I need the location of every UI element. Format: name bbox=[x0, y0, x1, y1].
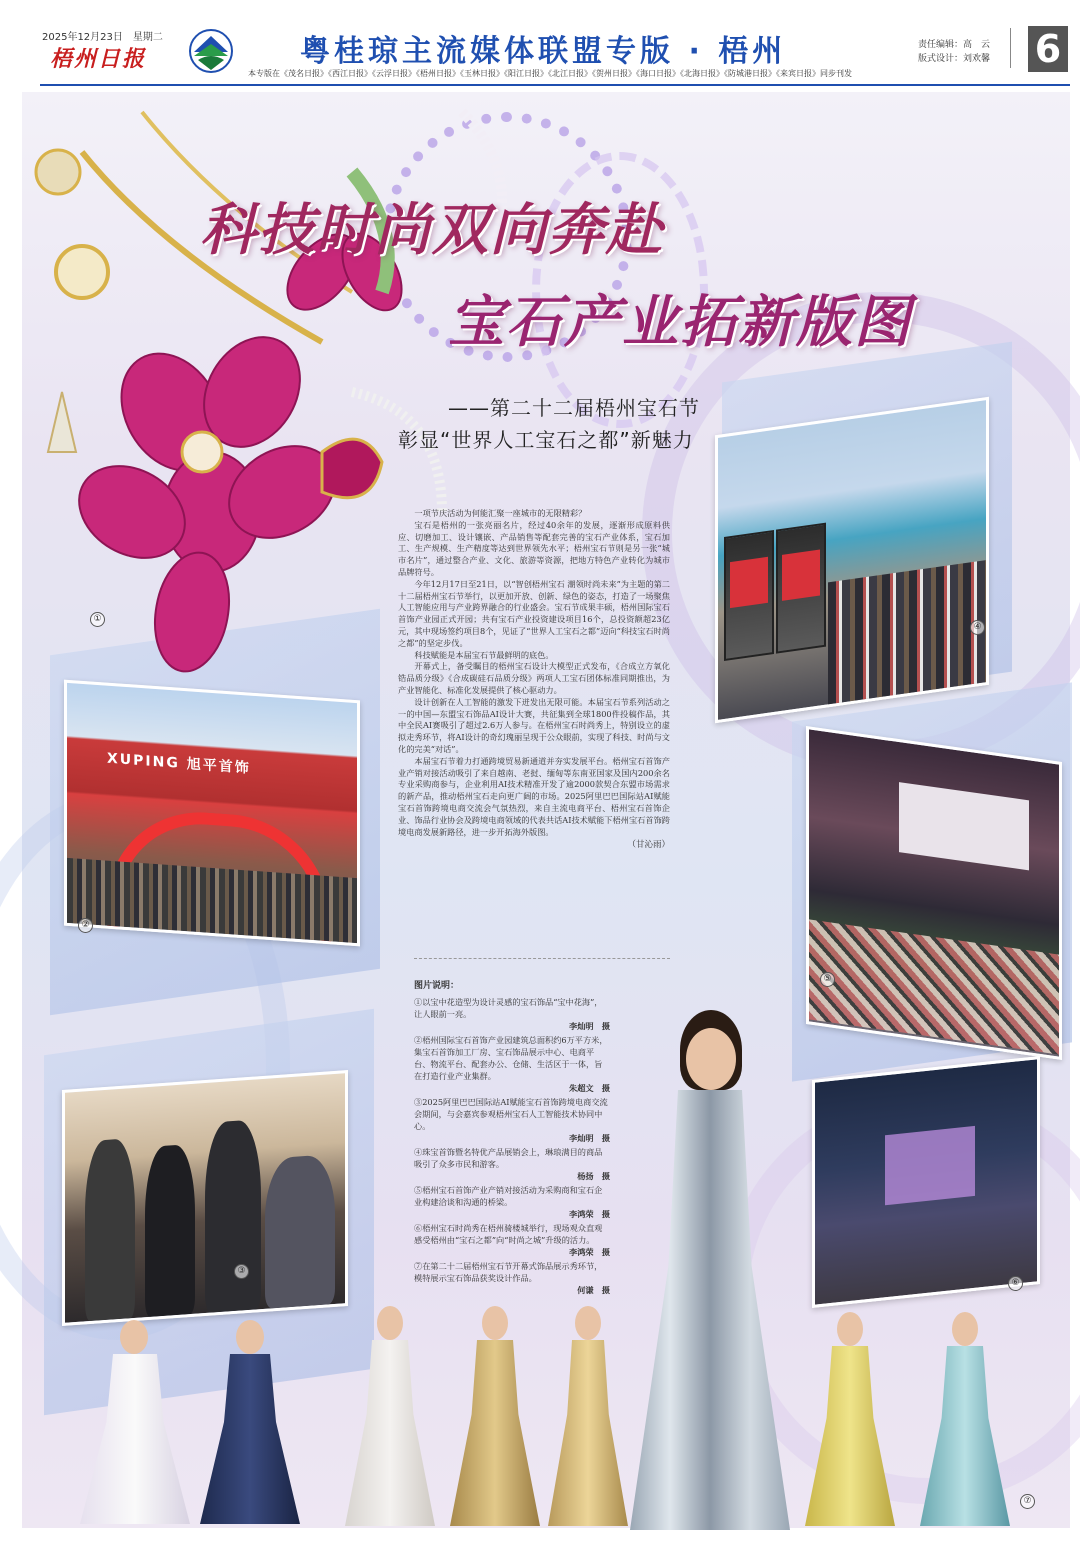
caption-text: ⑦在第二十二届梧州宝石节开幕式饰品展示秀环节，模特展示宝石饰品获奖设计作品。 bbox=[414, 1261, 603, 1283]
article-body bbox=[398, 508, 670, 852]
photo-number-7: ⑦ bbox=[1020, 1494, 1035, 1509]
gold-gown bbox=[548, 1340, 628, 1526]
article-byline: （甘沁雨） bbox=[627, 840, 670, 851]
photo-trade-matching bbox=[806, 726, 1062, 1060]
photo-captions bbox=[414, 980, 610, 1298]
issue-date: 2025年12月23日 星期二 bbox=[42, 32, 163, 43]
banner-title: 粤桂琼主流媒体联盟专版 · 梧州 bbox=[300, 34, 787, 69]
subheadline-line1: ——第二十二届梧州宝石节 bbox=[448, 396, 700, 420]
caption-text: ④珠宝首饰暨名特优产品展销会上，琳琅满目的商品吸引了众多市民和游客。 bbox=[414, 1147, 603, 1169]
caption-credit: 李灿明 摄 bbox=[569, 1021, 610, 1031]
caption-text: ⑤梧州宝石首饰产业产销对接活动为采购商和宝石企业构建洽谈和沟通的桥梁。 bbox=[414, 1185, 603, 1207]
runway-model bbox=[200, 1320, 300, 1525]
featured-model bbox=[620, 1010, 800, 1530]
runway-model bbox=[80, 1320, 190, 1525]
person bbox=[145, 1144, 195, 1317]
subheadline-line2: 彰显“世界人工宝石之都”新魅力 bbox=[398, 428, 694, 452]
building-sign: XUPING 旭平首饰 bbox=[107, 750, 251, 777]
model-head bbox=[837, 1312, 863, 1346]
headline-line2: 宝石产业拓新版图 bbox=[448, 289, 912, 355]
caption-item bbox=[414, 1034, 610, 1094]
page-number: 6 bbox=[1028, 26, 1068, 72]
silver-gown bbox=[630, 1090, 790, 1530]
headline-line1: 科技时尚双向奔赴 bbox=[200, 197, 664, 263]
editor-credits bbox=[918, 38, 990, 66]
masthead-rule bbox=[40, 84, 1070, 86]
photo-expo bbox=[715, 397, 989, 724]
photo-number-4: ④ bbox=[970, 620, 985, 635]
caption-credit: 李灿明 摄 bbox=[569, 1133, 610, 1143]
model-head bbox=[377, 1306, 403, 1340]
stage-screen bbox=[885, 1126, 975, 1205]
article-paragraph: 科技赋能是本届宝石节最鲜明的底色。 bbox=[414, 649, 554, 660]
article-paragraph: 本届宝石节着力打通跨境贸易新通道并夯实发展平台。梧州宝石首饰产业产销对接活动吸引了来自越南、老挝、缅甸等东南亚国家及国内200余名专业采购商参与，企业利用AI技术精准开发了逾2000款契合东盟市场需求的新产品，推动梧州宝石走向更广阔的市场。2025阿里巴巴国际站AI赋能宝石首饰跨境电商交流会气氛热烈，来自主流电商平台、梧州宝石首饰企业、饰品行业协会及跨境电商领域的代表共话AI技术赋能下梧州宝石首饰跨境电商发展新路径，进一步开拓海外版图。 bbox=[398, 755, 670, 837]
ivory-gown bbox=[345, 1340, 435, 1526]
photo-number-3: ③ bbox=[234, 1264, 249, 1279]
caption-item bbox=[414, 1184, 610, 1220]
editor-line: 责任编辑：高 云 bbox=[918, 40, 991, 50]
white-gown bbox=[80, 1354, 190, 1524]
caption-credit: 朱超文 摄 bbox=[569, 1083, 610, 1093]
article-paragraph: 一项节庆活动为何能汇聚一座城市的无限精彩？ bbox=[414, 508, 587, 518]
caption-text: ②梧州国际宝石首饰产业园建筑总面积约6万平方米，集宝石首饰加工厂房、宝石饰品展示中心、电商平台、物流平台、配套办公、仓储、生活区于一体，旨在打造行业产业集群。 bbox=[414, 1035, 608, 1081]
designer-line: 版式设计：刘欢馨 bbox=[918, 54, 991, 64]
captions-heading: 图片说明： bbox=[414, 981, 460, 991]
claw-machine bbox=[724, 530, 774, 661]
caption-credit: 李鸿荣 摄 bbox=[569, 1247, 610, 1257]
photo-ai-center bbox=[62, 1070, 348, 1326]
paper-name-logo: 梧州日报 bbox=[50, 46, 147, 72]
runway-model bbox=[920, 1312, 1010, 1526]
claw-machine bbox=[776, 523, 826, 654]
caption-text: ⑥梧州宝石时尚秀在梧州骑楼城举行，现场观众直观感受梧州由“宝石之都”向“时尚之城”升级的活力。 bbox=[414, 1223, 603, 1245]
separator bbox=[414, 958, 670, 959]
caption-item bbox=[414, 1260, 610, 1296]
caption-credit: 杨扬 摄 bbox=[577, 1171, 610, 1181]
photo-number-5: ⑤ bbox=[820, 972, 835, 987]
article-paragraph: 今年12月17日至21日，以“智创梧州宝石 潮领时尚未来”为主题的第二十二届梧州宝石节举行，以更加开放、创新、绿色的姿态，打造了一场聚焦人工智能应用与产业跨界融合的行业盛会。宝石节成果丰硕，梧州国际宝石首饰产业园正式开园；共有宝石产业投资建设项目16个，总投资额超23亿元，其中现场签约项目8个，见证了“世界人工宝石之都”迈向“科技宝石时尚之都”的坚定步伐。 bbox=[398, 578, 670, 648]
person bbox=[85, 1138, 135, 1321]
divider bbox=[1010, 28, 1011, 68]
photo-number-1: ① bbox=[90, 612, 105, 627]
runway-model bbox=[345, 1306, 435, 1526]
teal-gown bbox=[920, 1346, 1010, 1526]
photo-fashion-show bbox=[812, 1056, 1040, 1308]
caption-item bbox=[414, 1146, 610, 1182]
caption-text: ③2025阿里巴巴国际站AI赋能宝石首饰跨境电商交流会期间，与会嘉宾参观梧州宝石人工智能技术协同中心。 bbox=[414, 1097, 608, 1131]
caption-item bbox=[414, 1222, 610, 1258]
model-head bbox=[952, 1312, 978, 1346]
model-head bbox=[236, 1320, 264, 1354]
caption-credit: 李鸿荣 摄 bbox=[569, 1209, 610, 1219]
person bbox=[205, 1119, 261, 1313]
model-head bbox=[575, 1306, 601, 1340]
runway-model bbox=[450, 1306, 540, 1526]
model-head bbox=[686, 1028, 736, 1090]
gold-gown bbox=[450, 1340, 540, 1526]
navy-gown bbox=[200, 1354, 300, 1524]
event-banner bbox=[899, 782, 1029, 870]
yellow-gown bbox=[805, 1346, 895, 1526]
article-paragraph: 宝石是梧州的一张亮丽名片，经过40余年的发展，逐渐形成原料供应、切磨加工、设计镶嵌、产品销售等配套完善的宝石产业体系，宝石加工、生产规模、生产精度等达到世界领先水平；梧州宝石节则是另一张“城市名片”，通过整合产业、文化、旅游等资源，把地方特色产业转化为城市品牌符号。 bbox=[398, 519, 670, 577]
photo-number-6: ⑥ bbox=[1008, 1276, 1023, 1291]
masthead bbox=[0, 0, 1080, 88]
caption-item bbox=[414, 1096, 610, 1144]
photo-number-2: ② bbox=[78, 918, 93, 933]
caption-credit: 何谦 摄 bbox=[577, 1285, 610, 1295]
runway-model bbox=[805, 1312, 895, 1526]
article-paragraph: 开幕式上，备受瞩目的梧州宝石设计大模型正式发布，《合成立方氧化锆品质分级》《合成碳硅石品质分级》两项人工宝石团体标准同期推出，为产业智能化、标准化发展提供了核心驱动力。 bbox=[398, 661, 670, 695]
model-head bbox=[120, 1320, 148, 1354]
alliance-logo-icon bbox=[188, 28, 234, 74]
model-head bbox=[482, 1306, 508, 1340]
runway-model bbox=[548, 1306, 628, 1526]
article-paragraph: 设计创新在人工智能的激发下迸发出无限可能。本届宝石节系列活动之一的中国—东盟宝石饰品AI设计大赛，共征集到全球1800件投稿作品，其中全民AI赛吸引了超过2.6万人参与。在梧州宝石时尚秀上，特别设立的虚拟走秀环节，将AI设计的奇幻瑰丽呈现于公众眼前，实现了科技、时尚与文化的完美“对话”。 bbox=[398, 696, 670, 754]
photo-industrial-park bbox=[64, 680, 360, 947]
caption-text: ①以宝中花造型为设计灵感的宝石饰品“宝中花海”，让人眼前一亮。 bbox=[414, 997, 603, 1019]
partner-list: 本专版在《茂名日报》《西江日报》《云浮日报》《梧州日报》《玉林日报》《阳江日报》《北江日报》《贺州日报》《海口日报》《北海日报》《防城港日报》《来宾日报》同步刊发 bbox=[248, 69, 852, 78]
caption-item bbox=[414, 996, 610, 1032]
machine bbox=[265, 1154, 335, 1309]
